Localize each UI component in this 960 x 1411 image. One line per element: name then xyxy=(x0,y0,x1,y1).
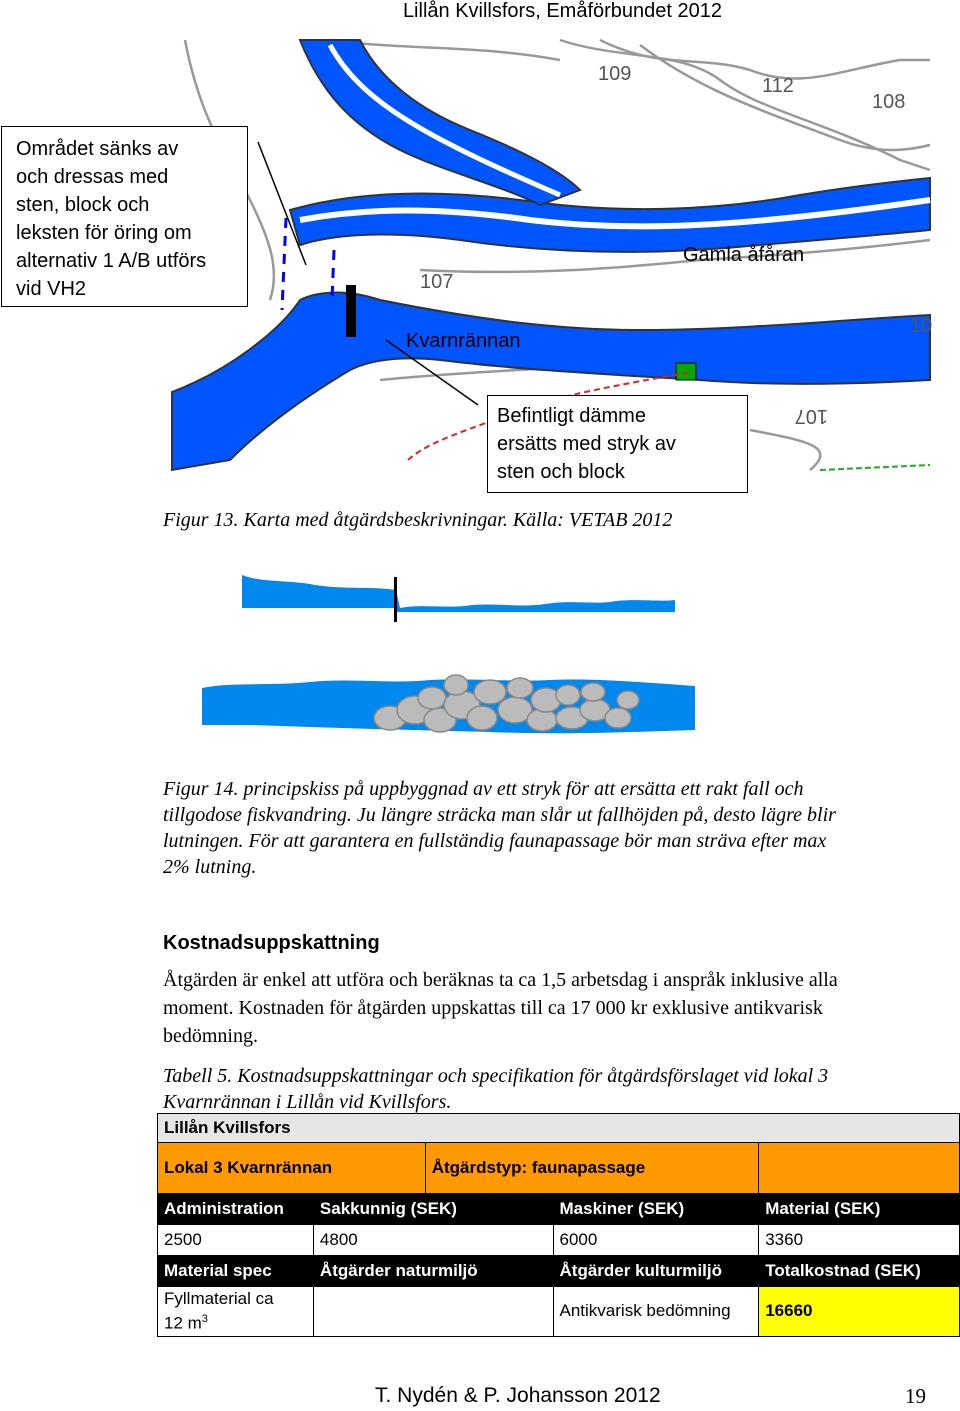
table-header-cell: Material spec xyxy=(158,1256,314,1287)
caption-line: Figur 14. principskiss på uppbyggnad av ett stryk för att ersätta ett rakt fall och xyxy=(163,778,804,800)
callout-line: Befintligt dämme xyxy=(497,405,646,427)
table-local: Lokal 3 Kvarnrännan xyxy=(158,1143,426,1194)
figure13-caption: Figur 13. Karta med åtgärdsbeskrivningar. Källa: VETAB 2012 xyxy=(163,509,673,531)
dam-marker xyxy=(346,285,356,337)
table-cell: 2500 xyxy=(158,1225,314,1256)
table-row xyxy=(158,1225,960,1256)
table-total-cell: 16660 xyxy=(759,1287,960,1337)
callout-line: Området sänks av xyxy=(16,138,179,160)
callout-line: och dressas med xyxy=(16,166,169,188)
sketch-dam-line xyxy=(394,577,397,622)
section-body xyxy=(163,966,953,1050)
table-row xyxy=(158,1114,960,1143)
caption-line: Tabell 5. Kostnadsuppskattningar och specifikation för åtgärdsförslaget vid lokal 3 xyxy=(163,1065,829,1087)
table-cell: 6000 xyxy=(553,1225,759,1256)
table-row xyxy=(158,1256,960,1287)
body-line: moment. Kostnaden för åtgärden uppskattas till ca 17 000 kr exklusive antikvarisk xyxy=(163,997,823,1019)
section-heading: Kostnadsuppskattning xyxy=(163,932,380,954)
figure14-caption xyxy=(163,776,943,880)
callout-area-box xyxy=(1,126,248,307)
contour-label: 107 xyxy=(794,405,828,427)
contour-label: 112 xyxy=(762,75,794,97)
table-cell: 4800 xyxy=(313,1225,553,1256)
callout-line: leksten för öring om xyxy=(16,222,192,244)
callout-line: sten, block och xyxy=(16,194,150,216)
contour-label: 109 xyxy=(598,63,632,85)
body-line: Åtgärden är enkel att utföra och beräknas ta ca 1,5 arbetsdag i anspråk inklusive alla xyxy=(163,969,838,991)
contour-label: 10 xyxy=(910,315,933,337)
table-cell-material-spec xyxy=(158,1287,314,1337)
cost-table xyxy=(157,1113,960,1337)
table-row xyxy=(158,1143,960,1194)
callout-line: sten och block xyxy=(497,461,625,483)
table-title: Lillån Kvillsfors xyxy=(158,1114,960,1143)
page-number: 19 xyxy=(905,1384,926,1408)
table-header-cell: Totalkostnad (SEK) xyxy=(759,1256,960,1287)
caption-line: 2% lutning. xyxy=(163,856,257,878)
table-empty-cell xyxy=(759,1143,960,1194)
page-header: Lillån Kvillsfors, Emåförbundet 2012 xyxy=(402,0,722,22)
contour-label: 108 xyxy=(872,91,906,113)
callout-line: ersätts med stryk av xyxy=(497,433,676,455)
table-caption xyxy=(163,1063,953,1115)
table-row xyxy=(158,1287,960,1337)
table-header-cell: Administration xyxy=(158,1194,314,1225)
callout-old-channel: Gamla åfåran xyxy=(683,244,805,266)
table-header-cell: Sakkunnig (SEK) xyxy=(313,1194,553,1225)
footer-authors: T. Nydén & P. Johansson 2012 xyxy=(375,1384,661,1407)
caption-line: Kvarnrännan i Lillån vid Kvillsfors. xyxy=(163,1091,452,1113)
table-header-cell: Åtgärder naturmiljö xyxy=(313,1256,553,1287)
callout-line: vid VH2 xyxy=(16,278,87,300)
sketch-upper-water xyxy=(242,575,675,612)
material-spec-text: Fyllmaterial ca xyxy=(164,1289,274,1308)
callout-line: alternativ 1 A/B utförs xyxy=(16,250,207,272)
table-header-cell: Maskiner (SEK) xyxy=(553,1194,759,1225)
table-cell: 3360 xyxy=(759,1225,960,1256)
table-cell xyxy=(313,1287,553,1337)
table-action-type: Åtgärdstyp: faunapassage xyxy=(425,1143,758,1194)
table-row xyxy=(158,1194,960,1225)
table-header-cell: Åtgärder kulturmiljö xyxy=(553,1256,759,1287)
table-header-cell: Material (SEK) xyxy=(759,1194,960,1225)
material-amount-text: 12 m xyxy=(164,1313,202,1333)
body-line: bedömning. xyxy=(163,1025,258,1047)
material-unit-exponent: 3 xyxy=(201,1313,208,1325)
caption-line: tillgodose fiskvandring. Ju längre sträcka man slår ut fallhöjden på, desto lägre blir xyxy=(163,804,836,826)
table-cell: Antikvarisk bedömning xyxy=(553,1287,759,1337)
caption-line: lutningen. För att garantera en fullständig faunapassage bör man sträva efter max xyxy=(163,830,827,852)
contour-label: 107 xyxy=(420,271,454,293)
green-marker xyxy=(676,363,696,380)
callout-mill-channel: Kvarnrännan xyxy=(406,330,521,352)
callout-dam-box xyxy=(487,395,748,493)
sketch-figure xyxy=(190,560,710,760)
